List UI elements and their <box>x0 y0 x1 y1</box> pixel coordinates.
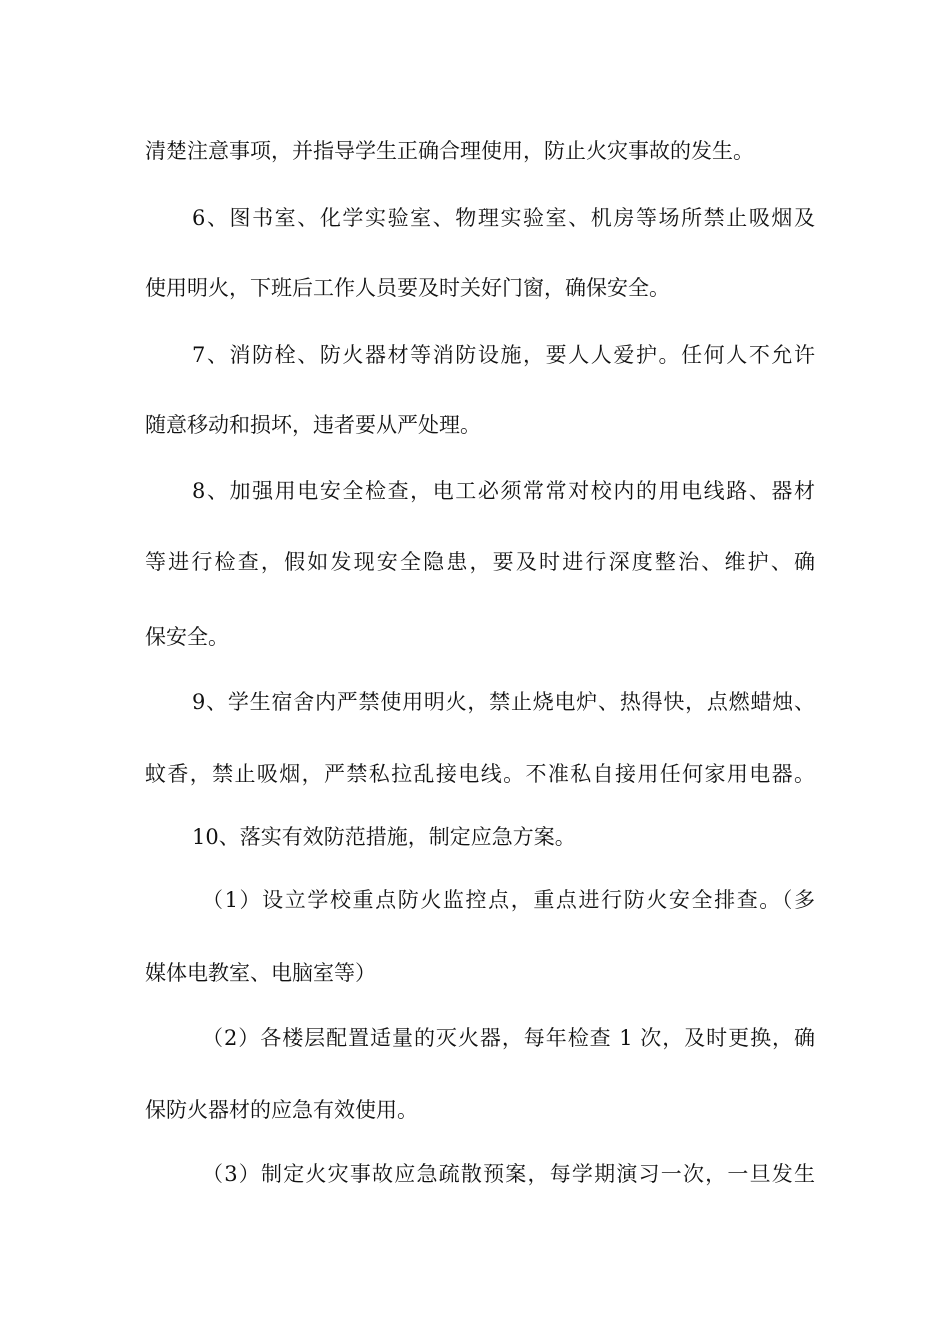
paragraph-line: 使用明火，下班后工作人员要及时关好门窗，确保安全。 <box>145 276 670 300</box>
paragraph-line: 随意移动和损坏，违者要从严处理。 <box>145 413 481 437</box>
paragraph-line: 6、图书室、化学实验室、物理实验室、机房等场所禁止吸烟及 <box>192 206 815 230</box>
paragraph-line: 8、加强用电安全检查，电工必须常常对校内的用电线路、器材 <box>192 479 815 503</box>
paragraph-line: 保防火器材的应急有效使用。 <box>145 1098 418 1122</box>
paragraph-line: 7、消防栓、防火器材等消防设施，要人人爱护。任何人不允许 <box>192 343 815 367</box>
paragraph-line: 保安全。 <box>145 625 229 649</box>
paragraph-line: 9、学生宿舍内严禁使用明火，禁止烧电炉、热得快，点燃蜡烛、 <box>192 690 815 714</box>
paragraph-line: 蚊香，禁止吸烟，严禁私拉乱接电线。不准私自接用任何家用电器。 <box>145 762 815 786</box>
paragraph-line: （3）制定火灾事故应急疏散预案，每学期演习一次，一旦发生 <box>202 1162 815 1186</box>
paragraph-line: 等进行检查，假如发现安全隐患，要及时进行深度整治、维护、确 <box>145 550 815 574</box>
paragraph-line: （2）各楼层配置适量的灭火器，每年检查 1 次，及时更换，确 <box>202 1026 815 1050</box>
paragraph-line: （1）设立学校重点防火监控点，重点进行防火安全排查。（多 <box>202 888 815 912</box>
paragraph-line: 媒体电教室、电脑室等） <box>145 961 376 985</box>
paragraph-line: 清楚注意事项，并指导学生正确合理使用，防止火灾事故的发生。 <box>145 139 754 163</box>
paragraph-line: 10、落实有效防范措施，制定应急方案。 <box>192 825 576 849</box>
